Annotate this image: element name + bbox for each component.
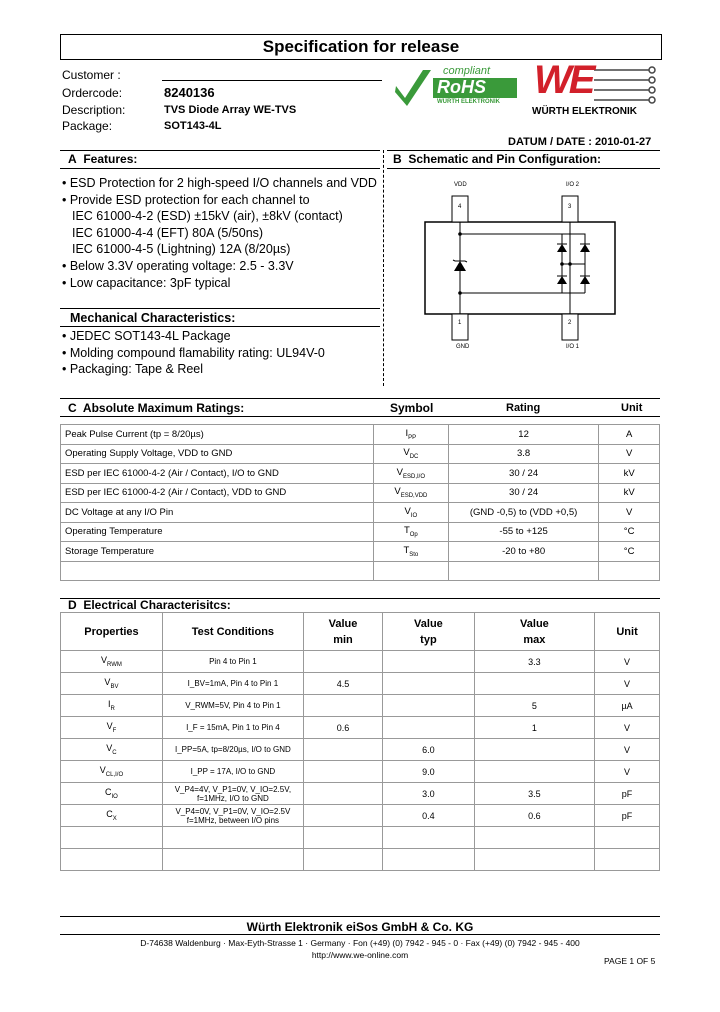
property-cell: $V_{RWM}$	[61, 651, 163, 673]
section-a-rule-2	[60, 168, 380, 169]
unit-cell: kV	[599, 483, 660, 503]
abs-max-row	[61, 483, 660, 503]
hdr-typ: Value typ	[383, 613, 475, 651]
section-b-rule-2	[387, 168, 660, 169]
property-cell: $I_R$	[61, 695, 163, 717]
symbol-cell: $T_{Sto}$	[373, 542, 448, 562]
typ-cell	[383, 717, 475, 739]
max-cell	[474, 849, 594, 871]
date: DATUM / DATE : 2010-01-27	[508, 136, 652, 148]
footer-company: Würth Elektronik eiSos GmbH & Co. KG	[246, 920, 474, 934]
min-cell	[303, 805, 382, 827]
ordercode-value: 8240136	[164, 85, 215, 100]
mech-rule-2	[60, 326, 380, 327]
symbol-cell: $V_{IO}$	[373, 503, 448, 523]
max-cell	[474, 739, 594, 761]
unit-cell: V	[595, 651, 660, 673]
hdr-test-conditions: Test Conditions	[162, 613, 303, 651]
abs-max-row	[61, 542, 660, 562]
mech-title: Mechanical Characteristics:	[70, 311, 236, 325]
min-cell: 0.6	[303, 717, 382, 739]
unit-cell: µA	[595, 695, 660, 717]
property-cell: $V_F$	[61, 717, 163, 739]
rating-cell: 12	[448, 425, 598, 445]
section-b-title: B Schematic and Pin Configuration:	[393, 152, 602, 166]
max-cell: 3.5	[474, 783, 594, 805]
col-rating: Rating	[506, 402, 541, 414]
min-cell	[303, 783, 382, 805]
section-divider	[383, 150, 384, 386]
min-cell	[303, 849, 382, 871]
footer-url[interactable]: http://www.we-online.com	[311, 950, 409, 960]
min-cell	[303, 695, 382, 717]
typ-cell: 6.0	[383, 739, 475, 761]
abs-max-row	[61, 425, 660, 445]
unit-cell: pF	[595, 783, 660, 805]
electrical-row	[61, 739, 660, 761]
rohs-maker-text: WÜRTH ELEKTRONIK	[437, 99, 500, 105]
hdr-min: Value min	[303, 613, 382, 651]
section-a-title: A Features:	[68, 152, 138, 166]
unit-cell: °C	[599, 522, 660, 542]
electrical-row	[61, 761, 660, 783]
max-cell: 3.3	[474, 651, 594, 673]
test-condition-cell	[162, 827, 303, 849]
electrical-row	[61, 673, 660, 695]
electrical-row	[61, 827, 660, 849]
section-b-rule	[387, 150, 660, 151]
footer-rule-2	[60, 934, 660, 935]
unit-cell: V	[599, 503, 660, 523]
customer-line	[162, 80, 382, 81]
test-condition-cell: V_RWM=5V, Pin 4 to Pin 1	[162, 695, 303, 717]
section-c-title: C Absolute Maximum Ratings:	[68, 401, 245, 415]
param-cell: DC Voltage at any I/O Pin	[61, 503, 374, 523]
mech-item: • JEDEC SOT143-4L Package	[62, 329, 231, 343]
feature-item: • Provide ESD protection for each channel to	[62, 192, 310, 207]
max-cell	[474, 673, 594, 695]
symbol-cell: $I_{PP}$	[373, 425, 448, 445]
max-cell: 1	[474, 717, 594, 739]
test-condition-cell: I_PP = 17A, I/O to GND	[162, 761, 303, 783]
property-cell: $V_C$	[61, 739, 163, 761]
test-condition-cell: I_BV=1mA, Pin 4 to Pin 1	[162, 673, 303, 695]
abs-max-row	[61, 522, 660, 542]
pin-io2-label: I/O 2	[566, 182, 580, 188]
test-condition-cell: V_P4=0V, V_P1=0V, V_IO=2.5V f=1MHz, between I/O pins	[162, 805, 303, 827]
footer-address: D-74638 Waldenburg · Max-Eyth-Strasse 1 · Germany · Fon (+49) (0) 7942 - 945 - 0 · Fax (+49) (0) 7942 - 945 - 400	[140, 938, 580, 948]
schematic-svg	[420, 176, 620, 356]
mech-item: • Molding compound flamability rating: UL94V-0	[62, 345, 325, 360]
typ-cell	[383, 849, 475, 871]
abs-max-row	[61, 561, 660, 581]
typ-cell	[383, 827, 475, 849]
abs-max-row	[61, 444, 660, 464]
we-name: WÜRTH ELEKTRONIK	[532, 106, 637, 117]
rohs-logo	[393, 66, 518, 110]
section-c-rule	[60, 398, 660, 399]
test-condition-cell: V_P4=4V, V_P1=0V, V_IO=2.5V, f=1MHz, I/O to GND	[162, 783, 303, 805]
unit-cell: pF	[595, 805, 660, 827]
abs-max-row	[61, 464, 660, 484]
max-cell: 0.6	[474, 805, 594, 827]
param-cell	[61, 561, 374, 581]
param-cell: Operating Supply Voltage, VDD to GND	[61, 444, 374, 464]
package-label: Package:	[62, 119, 113, 133]
rating-cell: -55 to +125	[448, 522, 598, 542]
page-number: PAGE 1 OF 5	[604, 956, 656, 966]
footer-rule	[60, 916, 660, 917]
param-cell: ESD per IEC 61000-4-2 (Air / Contact), I/O to GND	[61, 464, 374, 484]
feature-item: IEC 61000-4-2 (ESD) ±15kV (air), ±8kV (contact)	[72, 209, 343, 224]
typ-cell: 0.4	[383, 805, 475, 827]
section-c-rule-2	[60, 416, 660, 417]
pin-2-number: 2	[568, 320, 572, 326]
we-logo	[532, 58, 662, 118]
property-cell: $C_{IO}$	[61, 783, 163, 805]
package-value: SOT143-4L	[164, 120, 222, 132]
unit-cell	[595, 849, 660, 871]
min-cell	[303, 761, 382, 783]
symbol-cell	[373, 561, 448, 581]
electrical-row	[61, 849, 660, 871]
electrical-row	[61, 805, 660, 827]
electrical-row	[61, 695, 660, 717]
symbol-cell: $V_{ESD,VDD}$	[373, 483, 448, 503]
feature-item: • Low capacitance: 3pF typical	[62, 275, 231, 290]
customer-label: Customer :	[62, 68, 121, 82]
feature-item: • Below 3.3V operating voltage: 2.5 - 3.3V	[62, 258, 294, 273]
unit-cell: V	[595, 717, 660, 739]
feature-item: IEC 61000-4-4 (EFT) 80A (5/50ns)	[72, 225, 264, 240]
param-cell: ESD per IEC 61000-4-2 (Air / Contact), VDD to GND	[61, 483, 374, 503]
section-d-title: D Electrical Characterisitcs:	[68, 598, 231, 612]
col-unit: Unit	[621, 402, 643, 414]
min-cell: 4.5	[303, 673, 382, 695]
property-cell: $C_X$	[61, 805, 163, 827]
description-label: Description:	[62, 103, 126, 117]
param-cell: Operating Temperature	[61, 522, 374, 542]
pin-vdd-label: VDD	[454, 182, 467, 188]
unit-cell	[595, 827, 660, 849]
symbol-cell: $T_{Op}$	[373, 522, 448, 542]
rohs-compliant-text: compliant	[443, 65, 491, 77]
document-title: Specification for release	[60, 34, 662, 60]
pin-3-number: 3	[568, 204, 572, 210]
rating-cell: 3.8	[448, 444, 598, 464]
unit-cell: V	[599, 444, 660, 464]
rating-cell: 30 / 24	[448, 483, 598, 503]
symbol-cell: $V_{DC}$	[373, 444, 448, 464]
typ-cell	[383, 673, 475, 695]
electrical-row	[61, 651, 660, 673]
param-cell: Storage Temperature	[61, 542, 374, 562]
typ-cell	[383, 695, 475, 717]
mech-rule	[60, 308, 380, 309]
max-cell	[474, 761, 594, 783]
property-cell: $V_{BV}$	[61, 673, 163, 695]
hdr-properties: Properties	[61, 613, 163, 651]
rating-cell	[448, 561, 598, 581]
typ-cell: 9.0	[383, 761, 475, 783]
unit-cell: kV	[599, 464, 660, 484]
rohs-text: RoHS	[437, 77, 486, 97]
electrical-table	[60, 612, 660, 871]
abs-max-row	[61, 503, 660, 523]
rating-cell: -20 to +80	[448, 542, 598, 562]
hdr-unit: Unit	[595, 613, 660, 651]
typ-cell	[383, 651, 475, 673]
symbol-cell: $V_{ESD,I/O}$	[373, 464, 448, 484]
feature-item: IEC 61000-4-5 (Lightning) 12A (8/20µs)	[72, 242, 291, 257]
property-cell	[61, 849, 163, 871]
unit-cell: °C	[599, 542, 660, 562]
features-list	[62, 175, 382, 291]
schematic-diagram	[420, 176, 620, 356]
test-condition-cell: Pin 4 to Pin 1	[162, 651, 303, 673]
max-cell	[474, 827, 594, 849]
hdr-max: Value max	[474, 613, 594, 651]
ordercode-label: Ordercode:	[62, 86, 123, 100]
test-condition-cell: I_F = 15mA, Pin 1 to Pin 4	[162, 717, 303, 739]
pin-4-number: 4	[458, 204, 462, 210]
mech-list	[62, 328, 382, 378]
unit-cell: V	[595, 673, 660, 695]
min-cell	[303, 827, 382, 849]
pin-gnd-label: GND	[456, 344, 470, 350]
min-cell	[303, 739, 382, 761]
description-value: TVS Diode Array WE-TVS	[164, 104, 297, 116]
we-letters: WE	[534, 58, 593, 102]
feature-item: • ESD Protection for 2 high-speed I/O channels and VDD	[62, 176, 377, 190]
property-cell	[61, 827, 163, 849]
unit-cell: V	[595, 739, 660, 761]
unit-cell	[599, 561, 660, 581]
max-cell: 5	[474, 695, 594, 717]
property-cell: $V_{CL,I/O}$	[61, 761, 163, 783]
section-a-rule	[60, 150, 380, 151]
electrical-row	[61, 783, 660, 805]
pin-io1-label: I/O 1	[566, 344, 580, 350]
electrical-row	[61, 717, 660, 739]
typ-cell: 3.0	[383, 783, 475, 805]
pin-1-number: 1	[458, 320, 462, 326]
unit-cell: A	[599, 425, 660, 445]
test-condition-cell	[162, 849, 303, 871]
abs-max-table	[60, 424, 660, 581]
rating-cell: 30 / 24	[448, 464, 598, 484]
min-cell	[303, 651, 382, 673]
unit-cell: V	[595, 761, 660, 783]
col-symbol: Symbol	[390, 401, 434, 415]
rating-cell: (GND -0,5) to (VDD +0,5)	[448, 503, 598, 523]
param-cell: Peak Pulse Current (tp = 8/20µs)	[61, 425, 374, 445]
mech-item: • Packaging: Tape & Reel	[62, 362, 204, 377]
test-condition-cell: I_PP=5A, tp=8/20µs, I/O to GND	[162, 739, 303, 761]
